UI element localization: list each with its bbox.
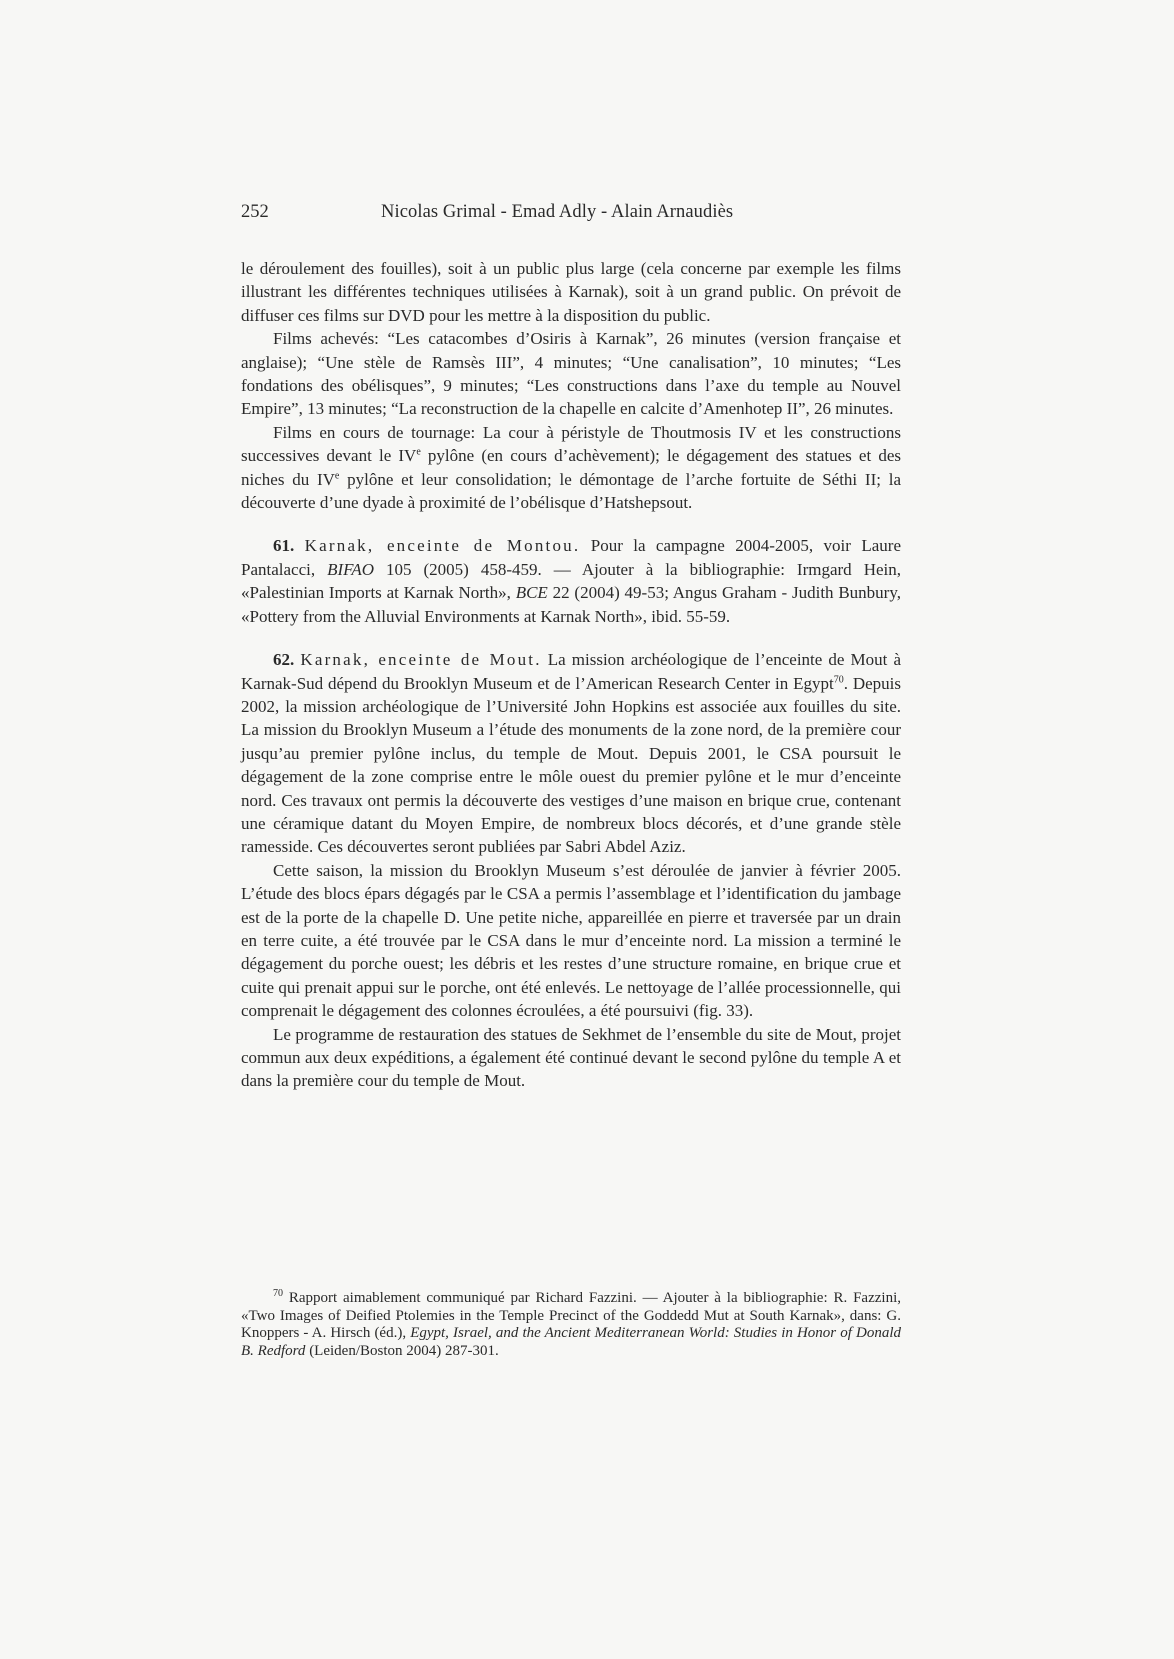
text-run: 22 (2004) 49-53; Angus Graham - Judith Bunbury, «Pottery from the Alluvial Environments at Karnak North», ibid. 55-59. bbox=[241, 583, 901, 626]
text-run: 105 (2005) 458-459. — Ajouter à la bibliographie: Irmgard Hein, «Palestinian Imports at Karnak North», bbox=[241, 559, 901, 603]
text-run: pylône (en cours d’achèvement); le dégagement des statues et des niches du IV bbox=[241, 446, 901, 489]
section-title: Karnak, enceinte de Mout. bbox=[300, 650, 542, 670]
book-title: Egypt, Israel, and the Ancient Mediterranean World: Studies in Honor of Donald B. Redford bbox=[241, 1325, 901, 1359]
ordinal-superscript: e bbox=[334, 470, 340, 481]
journal-title: BCE bbox=[515, 583, 548, 603]
text-run: La mission archéologique de l’enceinte de Mout à Karnak-Sud dépend du Brooklyn Museum et de l’American Research Center in Egypt bbox=[241, 650, 902, 693]
page-number: 252 bbox=[241, 202, 269, 222]
section-number: 61. bbox=[273, 536, 295, 556]
section-title: Karnak, enceinte de Montou. bbox=[304, 536, 581, 556]
paragraph-films-in-progress bbox=[241, 421, 901, 515]
section-62 bbox=[241, 648, 901, 859]
paragraph-season-report: Cette saison, la mission du Brooklyn Museum s’est déroulée de janvier à février 2005. L’étude des blocs épars dégagés par le CSA a permis l’assemblage et l’identification du jambage est de la porte de la chapelle D. Une petite niche, appareillée en pierre et traversée par un drain en terre cuite, a été trouvée par le CSA dans le mur d’enceinte nord. La mission a terminé le dégagement du porche ouest; les débris et les restes d’une structure romaine, en brique crue et cuite qui prenait appui sur le porche, ont été enlevés. Le nettoyage de l’allée processionnelle, qui comprenait le dégagement des colonnes écroulées, a été poursuivi (fig. 33). bbox=[241, 860, 901, 1021]
text-run: Pour la campagne 2004-2005, voir Laure Pantalacci, bbox=[241, 536, 901, 579]
paragraph-continuation: le déroulement des fouilles), soit à un public plus large (cela concerne par exemple les films illustrant les différentes techniques utilisées à Karnak), soit à un grand public. On prévoit de diffuser ces films sur DVD pour les mettre à la disposition du public. bbox=[241, 259, 901, 325]
footnote-marker[interactable]: 70 bbox=[833, 673, 844, 685]
journal-title: BIFAO bbox=[327, 559, 375, 579]
text-run: (Leiden/Boston 2004) 287-301. bbox=[305, 1342, 499, 1359]
paragraph-films-completed: Films achevés: “Les catacombes d’Osiris à Karnak”, 26 minutes (version française et anglaise); “Une stèle de Ramsès III”, 4 minutes; “Une canalisation”, 10 minutes; “Les fondations des obélisques”, 9 minutes; “Les constructions dans l’axe du temple au Nouvel Empire”, 13 minutes; “La reconstruction de la chapelle en calcite d’Amenhotep II”, 26 minutes. bbox=[241, 329, 901, 419]
footnote-number: 70 bbox=[273, 1288, 283, 1299]
paragraph-restoration: Le programme de restauration des statues de Sekhmet de l’ensemble du site de Mout, projet commun aux deux expéditions, a également été continué devant le second pylône du temple A et dans la première cour du temple de Mout. bbox=[241, 1024, 901, 1091]
text-run: . Depuis 2002, la mission archéologique de l’Université John Hopkins est associée aux fouilles du site. La mission du Brooklyn Museum a l’étude des monuments de la zone nord, de la première cour jusqu’au premier pylône inclus, du temple de Mout. Depuis 2001, le CSA poursuit le dégagement de la zone comprise entre le môle ouest du premier pylône et le mur d’enceinte nord. Ces travaux ont permis la découverte des vestiges d’une maison en brique crue, contenant une céramique datant du Moyen Empire, de nombreux blocs décorés, et d’une grande stèle ramesside. Ces découvertes seront publiées par Sabri Abdel Aziz. bbox=[241, 673, 901, 857]
text-run: pylône et leur consolidation; le démontage de l’arche fortuite de Séthi II; la découverte d’une dyade à proximité de l’obélisque d’Hatshepsout. bbox=[241, 469, 901, 513]
footnote-70 bbox=[241, 1290, 901, 1360]
text-run: Rapport aimablement communiqué par Richard Fazzini. — Ajouter à la bibliographie: R. Fazzini, «Two Images of Deified Ptolemies in the Temple Precinct of the Goddedd Mut at South Karnak», dans: G. Knoppers - A. Hirsch (éd.), bbox=[241, 1290, 901, 1342]
section-number: 62. bbox=[273, 650, 295, 670]
running-head-authors: Nicolas Grimal - Emad Adly - Alain Arnaudiès bbox=[381, 202, 734, 222]
main-text bbox=[241, 257, 901, 1093]
ordinal-superscript: e bbox=[416, 446, 421, 458]
text-run: Films en cours de tournage: La cour à péristyle de Thoutmosis IV et les constructions successives devant le IV bbox=[241, 422, 901, 466]
section-61 bbox=[241, 534, 901, 628]
footnote-text bbox=[241, 1290, 901, 1360]
